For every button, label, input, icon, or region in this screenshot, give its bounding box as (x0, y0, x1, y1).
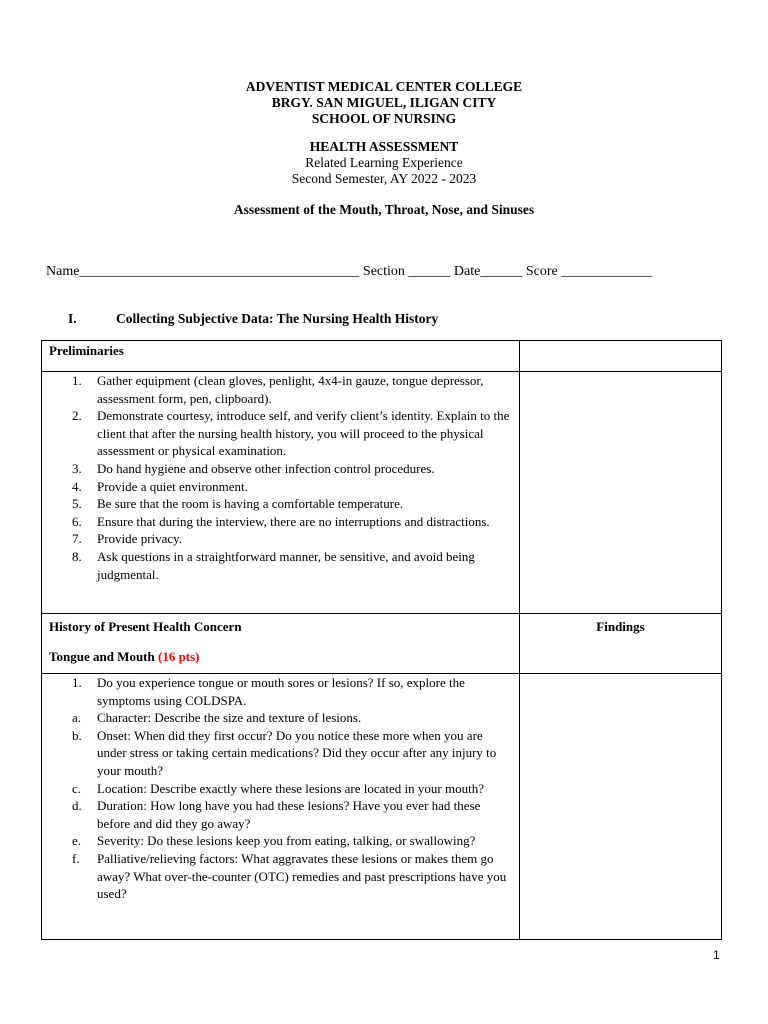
document-title: Assessment of the Mouth, Throat, Nose, and Sinuses (233, 202, 535, 217)
list-item: 3. Do hand hygiene and observe other infection control procedures. (72, 460, 435, 476)
course-subtitle: Related Learning Experience (305, 155, 463, 170)
list-item: d. Duration: How long have you had these lesions? Have you ever had these before and did they go away? (72, 798, 481, 831)
tongue-mouth-findings-cell[interactable] (520, 674, 722, 940)
assessment-table (41, 340, 722, 940)
preliminaries-findings-cell[interactable] (520, 372, 722, 614)
findings-header-cell (520, 614, 722, 674)
list-item: 4. Provide a quiet environment. (72, 478, 248, 494)
history-heading: History of Present Health Concern (49, 619, 242, 634)
course-title: HEALTH ASSESSMENT (309, 139, 459, 154)
list-item: a. Character: Describe the size and texture of lesions. (72, 710, 362, 726)
tongue-mouth-heading: Tongue and Mouth (16 pts) (49, 649, 200, 664)
list-item: e. Severity: Do these lesions keep you from eating, talking, or swallowing? (72, 833, 476, 849)
list-item: 1. Gather equipment (clean gloves, penlight, 4x4-in gauze, tongue depressor, assessment form, pen, clipboard). (72, 373, 484, 406)
page-number: 1 (713, 948, 720, 962)
tongue-mouth-questions-cell (42, 674, 520, 940)
semester-line: Second Semester, AY 2022 - 2023 (291, 171, 477, 186)
preliminaries-blank-cell[interactable] (520, 341, 722, 372)
history-heading-cell (42, 614, 520, 674)
institution-name: ADVENTIST MEDICAL CENTER COLLEGE (245, 79, 523, 94)
section-heading (68, 311, 438, 327)
points-label: (16 pts) (157, 649, 200, 664)
list-item: 2. Demonstrate courtesy, introduce self, and verify client’s identity. Explain to the client that after the nursing health history, you will proceed to the physical assessment or physical examination. (72, 408, 510, 459)
list-item: 8. Ask questions in a straightforward manner, be sensitive, and avoid being judgmental. (72, 548, 475, 582)
coldspa-list (42, 709, 519, 903)
section-title: Collecting Subjective Data: The Nursing Health History (116, 311, 439, 326)
preliminaries-items-row (42, 372, 722, 614)
list-item: c. Location: Describe exactly where these lesions are located in your mouth? (72, 780, 484, 796)
list-item: 5. Be sure that the room is having a comfortable temperature. (72, 496, 404, 512)
history-question-list (42, 674, 519, 709)
list-item: 6. Ensure that during the interview, there are no interruptions and distractions. (72, 513, 490, 529)
student-info-line: Name________________________________________ Section ______ Date______ Score _____________ (46, 264, 653, 279)
preliminaries-list (42, 372, 519, 583)
list-item: b. Onset: When did they first occur? Do you notice these more when you are under stress or taking certain medications? Did they occur after any injury to your mouth? (72, 727, 497, 778)
findings-heading: Findings (596, 619, 645, 634)
preliminaries-items-cell (42, 372, 520, 614)
preliminaries-heading-cell (42, 341, 520, 372)
preliminaries-header-row (42, 341, 722, 372)
header-institution-block (0, 79, 768, 127)
section-number: I. (68, 311, 77, 326)
tongue-mouth-questions-row (42, 674, 722, 940)
list-item: f. Palliative/relieving factors: What aggravates these lesions or makes them go away? What over-the-counter (OTC) remedies and past prescriptions have you used? (72, 850, 507, 902)
school-name: SCHOOL OF NURSING (311, 111, 457, 126)
preliminaries-heading: Preliminaries (49, 343, 124, 358)
list-item: 7. Provide privacy. (72, 531, 183, 547)
history-header-row (42, 614, 722, 674)
header-course-block (0, 139, 768, 187)
list-item: 1. Do you experience tongue or mouth sores or lesions? If so, explore the symptoms using COLDSPA. (72, 675, 465, 708)
institution-address: BRGY. SAN MIGUEL, ILIGAN CITY (271, 95, 497, 110)
